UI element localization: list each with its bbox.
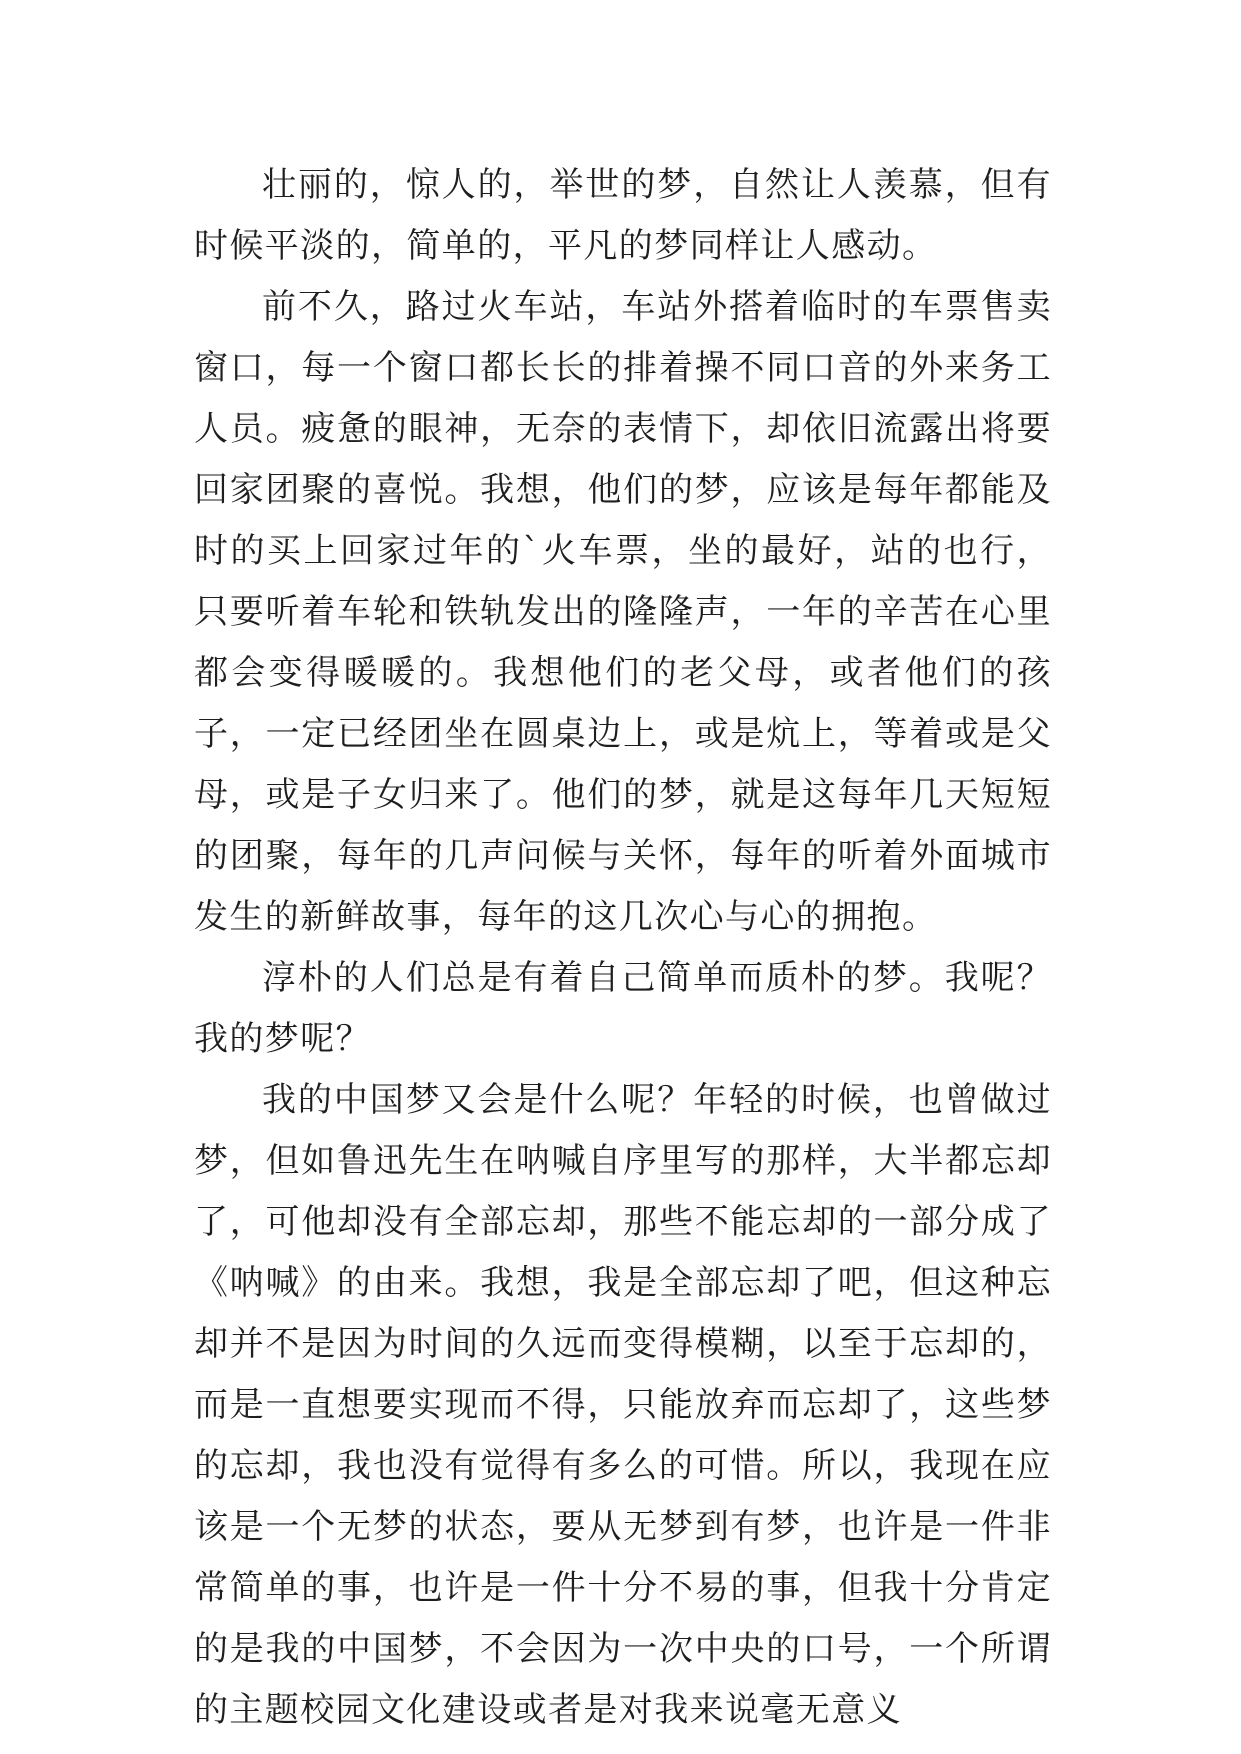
paragraph-3: 淳朴的人们总是有着自己简单而质朴的梦。我呢？我的梦呢？	[194, 958, 1052, 1059]
paragraph-2: 前不久，路过火车站，车站外搭着临时的车票售卖窗口，每一个窗口都长长的排着操不同口音的外来务工人员。疲惫的眼神，无奈的表情下，却依旧流露出将要回家团聚的喜悦。我想，他们的梦，应该是每年都能及时的买上回家过年的`火车票，坐的最好，站的也行，只要听着车轮和铁轨发出的隆隆声，一年的辛苦在心里都会变得暖暖的。我想他们的老父母，或者他们的孩子，一定已经团坐在圆桌边上，或是炕上，等着或是父母，或是子女归来了。他们的梦，就是这每年几天短短的团聚，每年的几声问候与关怀，每年的听着外面城市发生的新鲜故事，每年的这几次心与心的拥抱。	[194, 287, 1052, 937]
essay-body	[194, 155, 1052, 1741]
paragraph-4: 我的中国梦又会是什么呢？年轻的时候，也曾做过梦，但如鲁迅先生在呐喊自序里写的那样，大半都忘却了，可他却没有全部忘却，那些不能忘却的一部分成了《呐喊》的由来。我想，我是全部忘却了吧，但这种忘却并不是因为时间的久远而变得模糊，以至于忘却的，而是一直想要实现而不得，只能放弃而忘却了，这些梦的忘却，我也没有觉得有多么的可惜。所以，我现在应该是一个无梦的状态，要从无梦到有梦，也许是一件非常简单的事，也许是一件十分不易的事，但我十分肯定的是我的中国梦，不会因为一次中央的口号，一个所谓的主题校园文化建设或者是对我来说毫无意义	[194, 1080, 1052, 1730]
paragraph-1: 壮丽的，惊人的，举世的梦，自然让人羡慕，但有时候平淡的，简单的，平凡的梦同样让人感动。	[194, 165, 1052, 266]
